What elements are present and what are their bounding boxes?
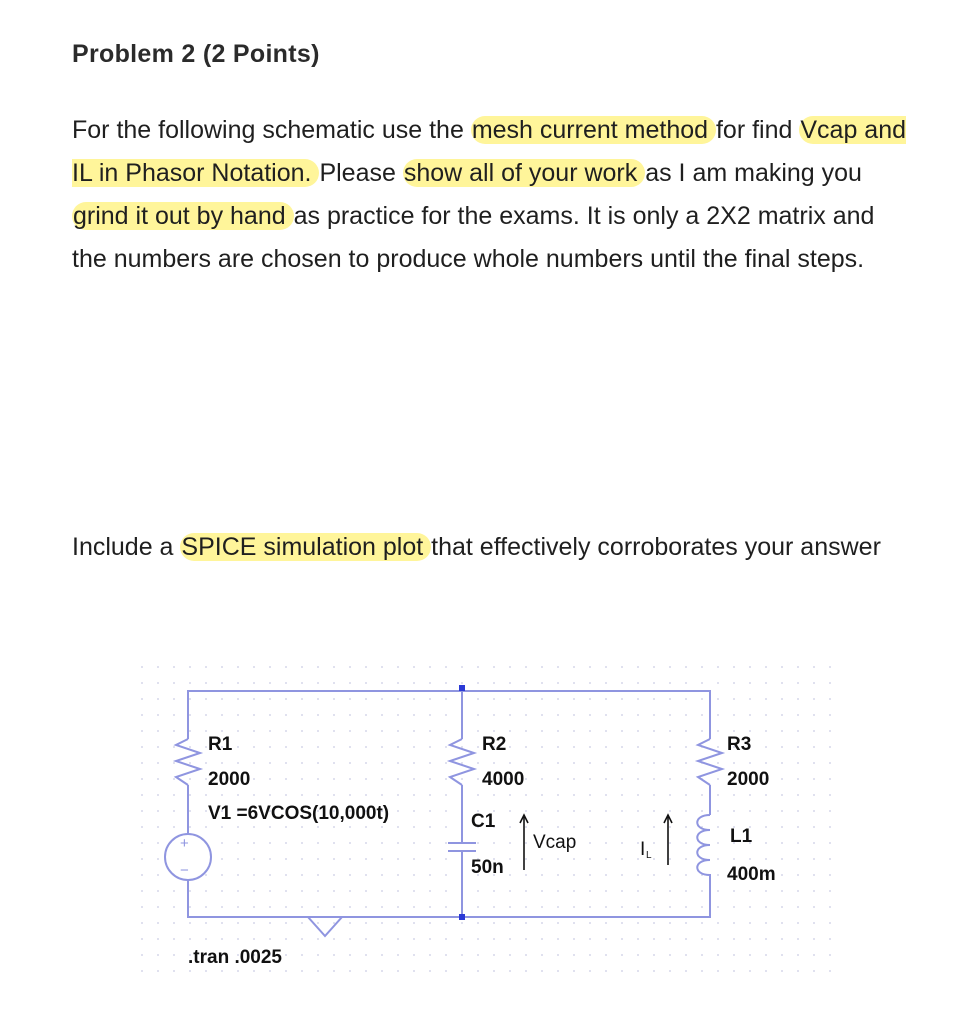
plus-sign: +	[180, 835, 189, 852]
text-segment: as I am making you	[645, 159, 862, 187]
r1-value: 2000	[208, 769, 251, 790]
circuit-schematic	[140, 665, 840, 985]
il-subscript: L	[646, 850, 652, 861]
minus-sign: −	[180, 862, 189, 879]
l1-name: L1	[730, 826, 753, 847]
l1-value: 400m	[727, 864, 776, 885]
text-segment: that effectively corroborates your answer	[431, 533, 881, 561]
r3-value: 2000	[727, 769, 770, 790]
highlight-spice-plot: SPICE simulation plot	[181, 533, 431, 561]
il-label: I	[640, 839, 646, 860]
problem-title: Problem 2 (2 Points)	[72, 40, 320, 68]
text-segment: for find	[715, 116, 800, 144]
c1-name: C1	[471, 811, 496, 832]
r1-name: R1	[208, 734, 233, 755]
r2-name: R2	[482, 734, 507, 755]
text-segment: Please	[319, 159, 403, 187]
node-top	[459, 685, 465, 691]
highlight-grind-by-hand: grind it out by hand	[73, 202, 293, 230]
text-segment: as practice for the exams. It is only a 2X2 matrix and the numbers are chosen to produce whole numbers until the final steps.	[72, 202, 875, 273]
c1-value: 50n	[471, 857, 504, 878]
v1-label: V1 =6VCOS(10,000t)	[208, 803, 390, 824]
spice-instruction	[72, 526, 912, 569]
r3-name: R3	[727, 734, 752, 755]
highlight-vcap-il: Vcap and IL in Phasor Notation.	[72, 116, 906, 187]
highlight-mesh-current: mesh current method	[471, 116, 715, 144]
text-segment: Include a	[72, 533, 181, 561]
tran-directive: .tran .0025	[188, 947, 282, 968]
node-bottom	[459, 914, 465, 920]
vcap-label: Vcap	[533, 832, 577, 853]
text-segment: For the following schematic use the	[72, 116, 471, 144]
r2-value: 4000	[482, 769, 525, 790]
problem-description	[72, 109, 912, 281]
highlight-show-work: show all of your work	[403, 159, 645, 187]
